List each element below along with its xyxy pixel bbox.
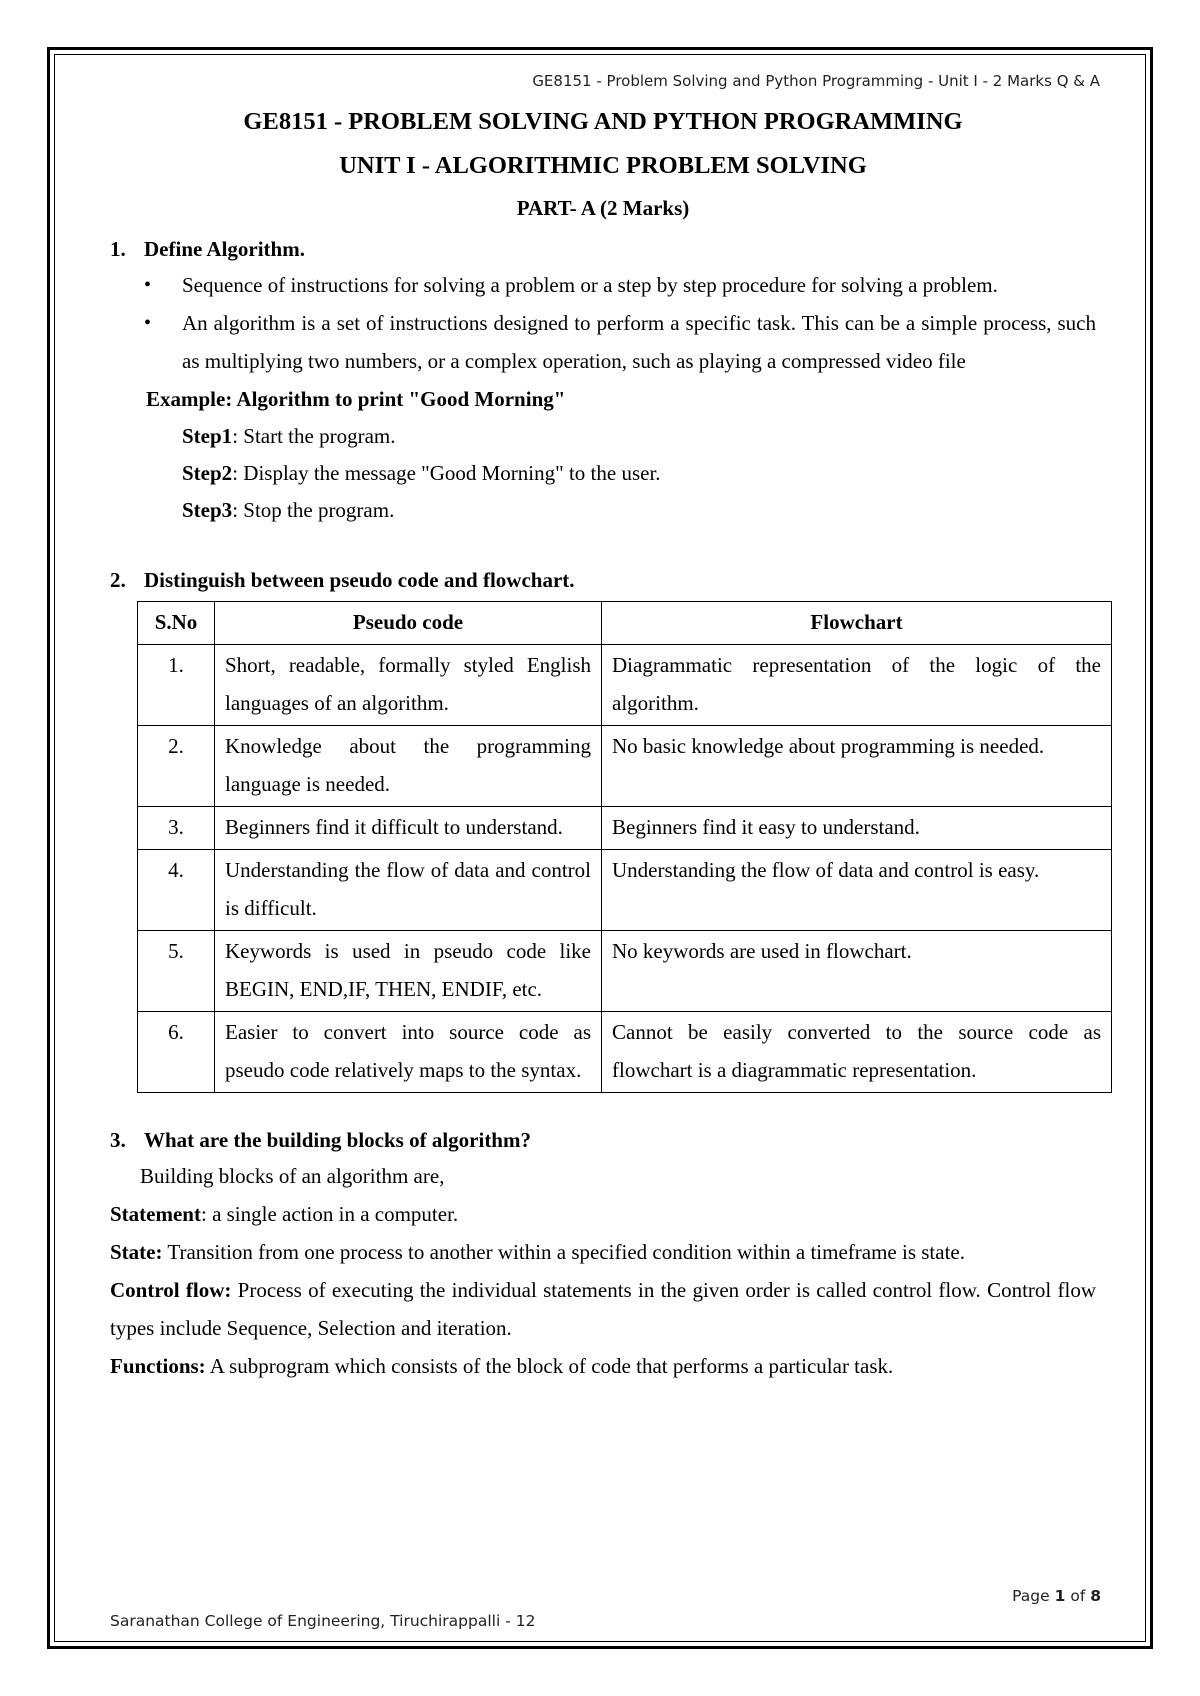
- document-body: [110, 100, 1101, 1385]
- cell-sno: 4.: [138, 850, 215, 931]
- question-number: 3.: [110, 1128, 126, 1152]
- cell-sno: 3.: [138, 807, 215, 850]
- building-block-term: Functions:: [110, 1354, 206, 1378]
- document-title: GE8151 - PROBLEM SOLVING AND PYTHON PROGRAMMING: [243, 108, 963, 135]
- cell-sno: 5.: [138, 931, 215, 1012]
- cell-pseudo-code: Knowledge about the programming language is needed.: [215, 726, 602, 807]
- step-line: [110, 492, 1096, 529]
- step-label: Step2: [182, 461, 233, 485]
- table-row: [138, 931, 1112, 1012]
- bullet-item: • An algorithm is a set of instructions designed to perform a specific task. This can be a simple process, such as multiplying two numbers, or a complex operation, such as playing a compressed video file: [182, 304, 1096, 380]
- building-blocks-intro: Building blocks of an algorithm are,: [140, 1164, 445, 1188]
- question-text: What are the building blocks of algorithm?: [144, 1128, 531, 1152]
- step-text: : Start the program.: [232, 424, 396, 448]
- cell-flowchart: No basic knowledge about programming is needed.: [602, 726, 1112, 807]
- building-block-item: [110, 1271, 1096, 1347]
- cell-flowchart: Understanding the flow of data and control is easy.: [602, 850, 1112, 931]
- building-block-text: : a single action in a computer.: [200, 1202, 459, 1226]
- column-header-sno: S.No: [138, 602, 215, 645]
- building-block-text: Process of executing the individual statements in the given order is called control flow. Control flow types include Sequence, Selection and iteration.: [110, 1278, 1096, 1340]
- column-header-flowchart: Flowchart: [602, 602, 1112, 645]
- question-text: Distinguish between pseudo code and flowchart.: [144, 568, 575, 592]
- running-header: GE8151 - Problem Solving and Python Programming - Unit I - 2 Marks Q & A: [532, 72, 1100, 90]
- college-footer: Saranathan College of Engineering, Tiruchirappalli - 12: [110, 1612, 536, 1630]
- question-number: 1.: [110, 237, 126, 261]
- cell-sno: 6.: [138, 1012, 215, 1093]
- cell-pseudo-code: Understanding the flow of data and control is difficult.: [215, 850, 602, 931]
- step-line: [110, 455, 1096, 492]
- page-mid: of: [1065, 1587, 1091, 1605]
- table-row: [138, 807, 1112, 850]
- step-label: Step3: [182, 498, 233, 522]
- cell-pseudo-code: Keywords is used in pseudo code like BEGIN, END,IF, THEN, ENDIF, etc.: [215, 931, 602, 1012]
- bullet-item: • Sequence of instructions for solving a problem or a step by step procedure for solving a problem.: [182, 266, 1096, 304]
- building-block-item: [110, 1195, 1096, 1233]
- part-heading: PART- A (2 Marks): [516, 196, 690, 220]
- question-1: [110, 232, 1096, 266]
- table-row: [138, 645, 1112, 726]
- building-block-term: State:: [110, 1240, 163, 1264]
- answer-bullets: [110, 266, 1096, 380]
- cell-flowchart: No keywords are used in flowchart.: [602, 931, 1112, 1012]
- cell-flowchart: Beginners find it easy to understand.: [602, 807, 1112, 850]
- cell-pseudo-code: Easier to convert into source code as pseudo code relatively maps to the syntax.: [215, 1012, 602, 1093]
- cell-pseudo-code: Short, readable, formally styled English languages of an algorithm.: [215, 645, 602, 726]
- unit-title: UNIT I - ALGORITHMIC PROBLEM SOLVING: [339, 152, 867, 179]
- cell-flowchart: Diagrammatic representation of the logic of the algorithm.: [602, 645, 1112, 726]
- question-text: Define Algorithm.: [144, 237, 305, 261]
- example-heading: Example: Algorithm to print "Good Morning": [146, 387, 566, 411]
- step-text: : Display the message "Good Morning" to the user.: [232, 461, 661, 485]
- step-line: [110, 418, 1096, 455]
- table-row: [138, 1012, 1112, 1093]
- cell-flowchart: Cannot be easily converted to the source code as flowchart is a diagrammatic representation.: [602, 1012, 1112, 1093]
- step-text: : Stop the program.: [232, 498, 395, 522]
- building-block-text: A subprogram which consists of the block of code that performs a particular task.: [205, 1354, 894, 1378]
- building-block-item: [110, 1233, 1096, 1271]
- building-block-text: Transition from one process to another within a specified condition within a timeframe is state.: [162, 1240, 965, 1264]
- cell-pseudo-code: Beginners find it difficult to understand.: [215, 807, 602, 850]
- building-block-term: Control flow:: [110, 1278, 232, 1302]
- column-header-pseudo-code: Pseudo code: [215, 602, 602, 645]
- cell-sno: 2.: [138, 726, 215, 807]
- question-3: [110, 1123, 1096, 1157]
- comparison-table: [137, 601, 1112, 1093]
- table-header-row: [138, 602, 1112, 645]
- question-number: 2.: [110, 568, 126, 592]
- question-2: [110, 563, 1096, 597]
- step-label: Step1: [182, 424, 233, 448]
- page-total: 8: [1090, 1587, 1101, 1605]
- cell-sno: 1.: [138, 645, 215, 726]
- page-prefix: Page: [1012, 1587, 1055, 1605]
- building-block-item: [110, 1347, 1096, 1385]
- building-block-term: Statement: [110, 1202, 201, 1226]
- page-number: [1012, 1587, 1101, 1605]
- table-row: [138, 850, 1112, 931]
- page-current: 1: [1054, 1587, 1066, 1605]
- table-row: [138, 726, 1112, 807]
